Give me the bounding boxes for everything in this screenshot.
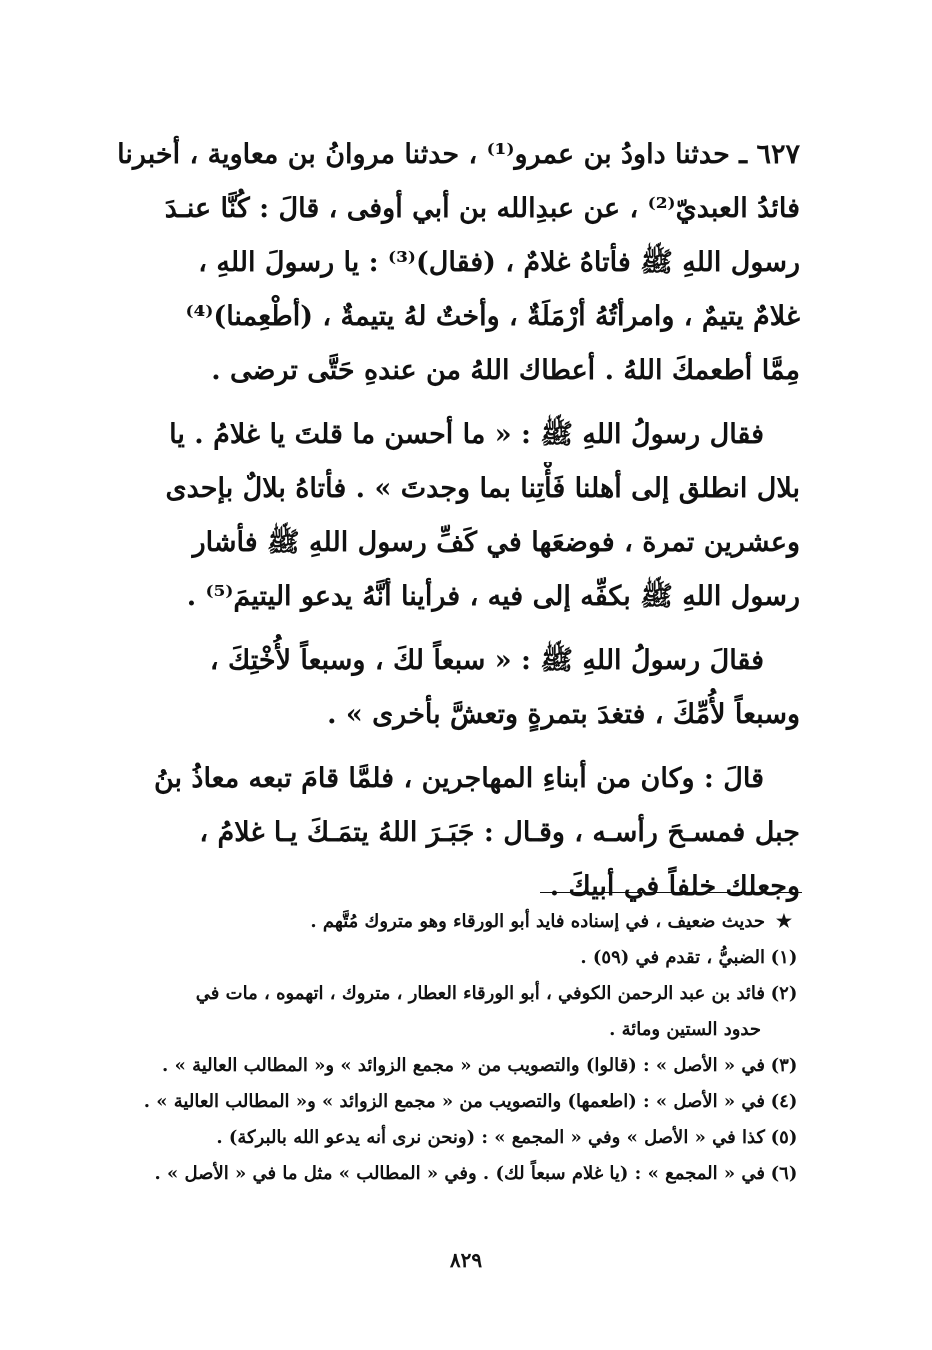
paragraph-4 [100,752,800,914]
text-line: بلال انطلق إلى أهلنا فَأْتِنا بما وجدتَ » . فأتاهُ بلالٌ بإحدى [165,473,800,504]
footnote-mark: (٦) [770,1163,798,1184]
footnote-mark: (٥) [770,1127,798,1148]
footnote-text: في « المجمع » : (يا غلام سبعاً لك) . وفي « المطالب » مثل ما في « الأصل » . [154,1163,765,1184]
footnote-2-continued [108,1012,803,1048]
footnote-mark: (٤) [770,1091,798,1112]
footnote-5 [108,1120,803,1156]
footnote-1 [108,940,803,976]
footnote-text: كذا في « الأصل » وفي « المجمع » : (ونحن نرى أنه يدعو الله بالبركة) . [216,1127,765,1148]
text-line: وسبعاً لأُمِّكَ ، فتغدَ بتمرةٍ وتعشَّ بأخرى » . [327,699,800,730]
text-line: رسول اللهِ ﷺ فأتاهُ غلامٌ ، (فقال)⁽³⁾ : يا رسولَ اللهِ ، [198,247,800,278]
footnote-mark: ★ [775,911,793,932]
footnotes [108,904,803,1192]
paragraph-2 [100,408,800,624]
footnote-3 [108,1048,803,1084]
footnote-divider [540,892,802,893]
footnote-6 [108,1156,803,1192]
text-line: فائدُ العبديّ⁽²⁾ ، عن عبدِالله بن أبي أوفى ، قالَ : كُنَّا عنـدَ [164,193,800,224]
footnote-grading [108,904,803,940]
footnote-text: حديث ضعيف ، في إسناده فايد أبو الورقاء وهو متروك مُتَّهم . [310,911,765,932]
text-line: ٦٢٧ ـ حدثنا داودُ بن عمرو⁽¹⁾ ، حدثنا مروانُ بن معاوية ، أخبرنا [117,139,800,170]
footnote-4 [108,1084,803,1120]
footnote-mark: (٣) [770,1055,798,1076]
footnote-mark: (٢) [770,983,798,1004]
text-line: فقال رسولُ اللهِ ﷺ : « ما أحسن ما قلتَ يا غلامُ . يا [169,419,764,450]
text-line: جبل فمسـحَ رأسـه ، وقـال : جَبَـرَ اللهُ يتمَـكَ يـا غلامُ ، [199,817,800,848]
footnote-text: في « الأصل » : (اطعمها) والتصويب من « مجمع الزوائد » و« المطالب العالية » . [143,1091,765,1112]
text-line: وعشرين تمرة ، فوضعَها في كَفِّ رسول اللهِ ﷺ فأشار [192,527,800,558]
text-line: فقالَ رسولُ اللهِ ﷺ : « سبعاً لكَ ، وسبعاً لأُخْتِكَ ، [209,645,764,676]
text-line: قالَ : وكان من أبناءِ المهاجرين ، فلمَّا قامَ تبعه معاذُ بنُ [153,763,764,794]
footnote-text: فائد بن عبد الرحمن الكوفي ، أبو الورقاء العطار ، متروك ، اتهموه ، مات في [195,983,765,1004]
text-line: مِمَّا أطعمكَ اللهُ . أعطاك اللهُ من عندهِ حَتَّى ترضى . [211,355,800,386]
footnote-text: الضبيُّ ، تقدم في (٥٩) . [580,947,765,968]
text-line: رسول اللهِ ﷺ بكفِّه إلى فيه ، فرأينا أنَّهُ يدعو اليتيمَ⁽⁵⁾ . [186,581,800,612]
footnote-text: في « الأصل » : (قالوا) والتصويب من « مجمع الزوائد » و« المطالب العالية » . [162,1055,765,1076]
text-line: غلامٌ يتيمٌ ، وامرأتُهُ أرْمَلَةٌ ، وأختٌ لهُ يتيمةٌ ، (أطْعِمنا)⁽⁴⁾ [185,301,800,332]
paragraph-1 [100,128,800,398]
paragraph-3 [100,634,800,742]
page-number: ٨٢٩ [449,1248,483,1272]
text-line: وجعلك خلفاً في أبيكَ . [549,871,800,902]
hadith-text [100,128,800,924]
footnote-2 [108,976,803,1012]
footnote-text: حدود الستين ومائة . [609,1019,761,1040]
footnote-mark: (١) [770,947,798,968]
